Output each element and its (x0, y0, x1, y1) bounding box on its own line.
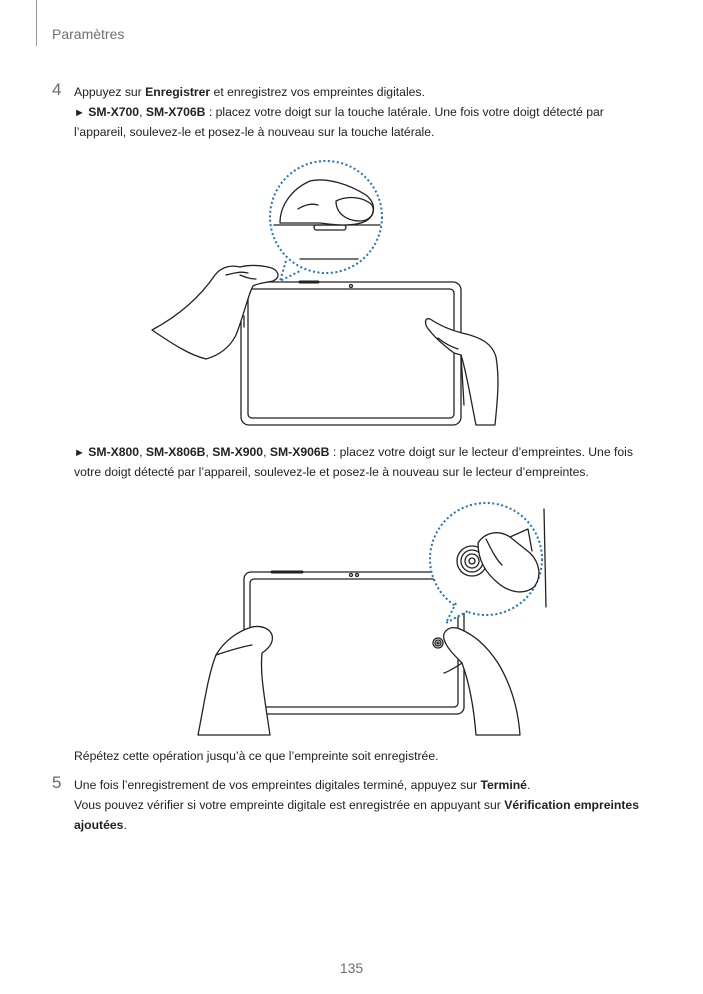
step5-line2 (74, 795, 639, 815)
bullet-arrow-icon: ► (74, 447, 85, 459)
model-sm-x700: SM-X700 (88, 105, 140, 119)
model-sm-x706b: SM-X706B (145, 105, 206, 119)
page-number: 135 (339, 960, 364, 976)
separator: , (205, 445, 213, 459)
step-number-4: 4 (52, 80, 62, 99)
models-a-line2: l’appareil, soulevez-le et posez-le à nouveau sur la touche latérale. (74, 125, 435, 139)
repeat-instruction: Répétez cette opération jusqu’à ce que l’empreinte soit enregistrée. (74, 749, 439, 763)
models-b-line1 (74, 442, 633, 463)
model-sm-x900: SM-X900 (212, 445, 264, 459)
separator: , (139, 445, 146, 459)
termine-label: Terminé (480, 778, 527, 792)
step4-text: Appuyez sur (74, 85, 146, 99)
step5-text-end: . (526, 778, 531, 792)
model-sm-x806b: SM-X806B (145, 445, 206, 459)
models-b-line2: votre doigt détecté par l’appareil, soulevez-le et posez-le à nouveau sur le lecteur d’empreintes. (74, 465, 589, 479)
verification-label-cont: ajoutées (74, 818, 124, 832)
step4-instruction (74, 82, 425, 102)
models-a-line1 (74, 102, 604, 123)
enregistrer-label: Enregistrer (145, 85, 211, 99)
models-b-text: : placez votre doigt sur le lecteur d’empreintes. Une fois (329, 445, 633, 459)
model-sm-x800: SM-X800 (88, 445, 140, 459)
models-a-text: : placez votre doigt sur la touche latérale. Une fois votre doigt détecté par (205, 105, 604, 119)
step5-text2: Vous pouvez vérifier si votre empreinte digitale est enregistrée en appuyant sur (74, 798, 505, 812)
step4-text-end: et enregistrez vos empreintes digitales. (210, 85, 425, 99)
tablet-outline (244, 572, 464, 714)
separator: , (263, 445, 270, 459)
header-rule (36, 0, 37, 46)
separator: , (139, 105, 146, 119)
step5-line3 (74, 815, 127, 835)
step-number-5: 5 (52, 773, 62, 792)
verification-label: Vérification empreintes (504, 798, 639, 812)
step5-text3-end: . (123, 818, 127, 832)
step5-text: Une fois l’enregistrement de vos empreintes digitales terminé, appuyez sur (74, 778, 481, 792)
model-sm-x906b: SM-X906B (269, 445, 330, 459)
bullet-arrow-icon: ► (74, 107, 85, 119)
step5-line1 (74, 775, 530, 795)
figure-side-key (140, 155, 520, 430)
tablet-outline (241, 282, 461, 425)
section-title: Paramètres (52, 26, 125, 42)
left-hand (198, 626, 272, 735)
figure-screen-reader (180, 495, 560, 740)
